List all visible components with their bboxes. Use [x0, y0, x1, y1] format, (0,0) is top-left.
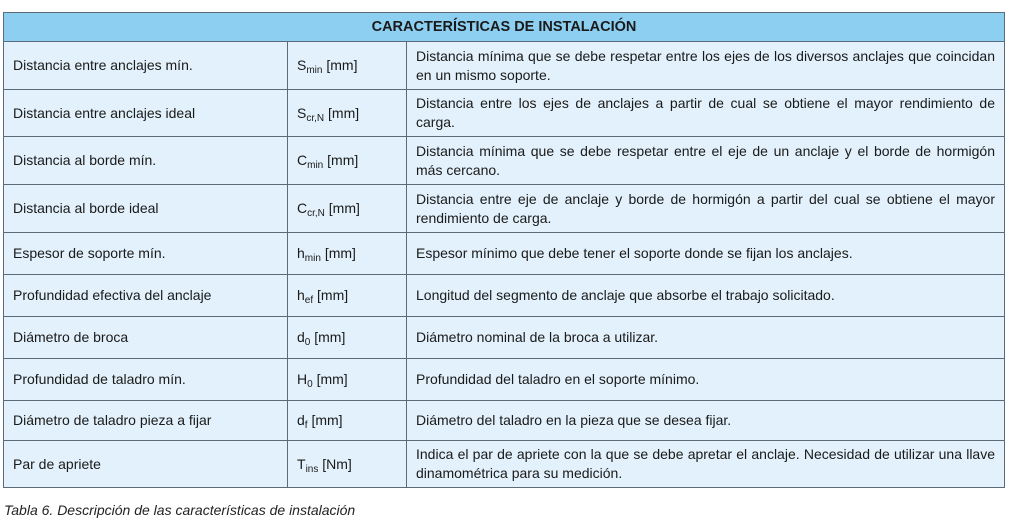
symbol-cell: [288, 401, 407, 441]
table-row: [4, 359, 1005, 401]
symbol-subscript: min: [304, 253, 321, 264]
unit: [mm]: [314, 329, 346, 345]
symbol: H: [297, 371, 308, 387]
symbol: S: [297, 57, 307, 73]
table-title: CARACTERÍSTICAS DE INSTALACIÓN: [4, 13, 1005, 42]
unit: [mm]: [328, 104, 360, 121]
table-row: [4, 401, 1005, 441]
symbol-subscript: 0: [307, 379, 313, 390]
characteristic-name: Diámetro de taladro pieza a fijar: [4, 401, 288, 441]
symbol-cell: [288, 441, 407, 488]
table-row: [4, 441, 1005, 488]
table-row: [4, 137, 1005, 185]
symbol-subscript: f: [304, 420, 308, 431]
unit: [mm]: [317, 287, 349, 303]
characteristic-name: Profundidad efectiva del anclaje: [4, 275, 288, 317]
unit: [mm]: [326, 57, 358, 73]
symbol-subscript: cr,N: [306, 112, 325, 124]
symbol-subscript: min: [306, 65, 323, 76]
symbol: h: [297, 287, 305, 303]
unit: [mm]: [328, 200, 360, 216]
description: Espesor mínimo que debe tener el soporte donde se fijan los anclajes.: [407, 233, 1005, 275]
description: Indica el par de apriete con la que se debe apretar el anclaje. Necesidad de utilizar una llave dinamométrica para su medición.: [407, 441, 1005, 488]
characteristic-name: Profundidad de taladro mín.: [4, 359, 288, 401]
symbol: h: [297, 245, 305, 261]
unit: [mm]: [327, 152, 359, 168]
symbol: d: [297, 412, 305, 428]
characteristic-name: Distancia al borde ideal: [4, 185, 288, 233]
description: Distancia entre eje de anclaje y borde de hormigón a partir del cual se obtiene el mayor rendimiento de carga.: [407, 185, 1005, 233]
unit: [mm]: [324, 245, 356, 261]
symbol: T: [297, 455, 306, 472]
characteristic-name: Par de apriete: [4, 441, 288, 488]
symbol-cell: [288, 233, 407, 275]
table-row: [4, 42, 1005, 90]
installation-characteristics-table: [3, 12, 1005, 488]
characteristic-name: Espesor de soporte mín.: [4, 233, 288, 275]
symbol: S: [297, 104, 307, 121]
symbol-cell: [288, 137, 407, 185]
table-row: [4, 317, 1005, 359]
symbol-cell: [288, 185, 407, 233]
description: Distancia mínima que se debe respetar entre los ejes de los diversos anclajes que coincidan en un mismo soporte.: [407, 42, 1005, 90]
symbol-cell: [288, 359, 407, 401]
symbol: C: [297, 152, 308, 168]
table-row: [4, 185, 1005, 233]
table-row: [4, 275, 1005, 317]
symbol: d: [297, 329, 305, 345]
unit: [mm]: [311, 412, 343, 428]
table-row: [4, 90, 1005, 137]
description: Distancia mínima que se debe respetar entre el eje de un anclaje y el borde de hormigón más cercano.: [407, 137, 1005, 185]
symbol-cell: [288, 90, 407, 137]
symbol-cell: [288, 317, 407, 359]
description: Profundidad del taladro en el soporte mínimo.: [407, 359, 1005, 401]
symbol-subscript: 0: [304, 337, 311, 348]
table-row: [4, 233, 1005, 275]
characteristic-name: Distancia entre anclajes mín.: [4, 42, 288, 90]
characteristic-name: Distancia al borde mín.: [4, 137, 288, 185]
symbol-cell: [288, 275, 407, 317]
characteristic-name: Distancia entre anclajes ideal: [4, 90, 288, 137]
symbol-subscript: ef: [304, 295, 314, 306]
symbol-subscript: min: [307, 160, 324, 171]
description: Distancia entre los ejes de anclajes a partir de cual se obtiene el mayor rendimiento de carga.: [407, 90, 1005, 137]
description: Diámetro del taladro en la pieza que se desea fijar.: [407, 401, 1005, 441]
unit: [Nm]: [322, 455, 352, 472]
characteristic-name: Diámetro de broca: [4, 317, 288, 359]
description: Longitud del segmento de anclaje que absorbe el trabajo solicitado.: [407, 275, 1005, 317]
table-caption: Tabla 6. Descripción de las características de instalación: [4, 502, 356, 518]
symbol: C: [297, 200, 308, 216]
symbol-subscript: cr,N: [307, 208, 325, 219]
description: Diámetro nominal de la broca a utilizar.: [407, 317, 1005, 359]
symbol-cell: [288, 42, 407, 90]
symbol-subscript: ins: [305, 463, 319, 475]
unit: [mm]: [316, 371, 348, 387]
